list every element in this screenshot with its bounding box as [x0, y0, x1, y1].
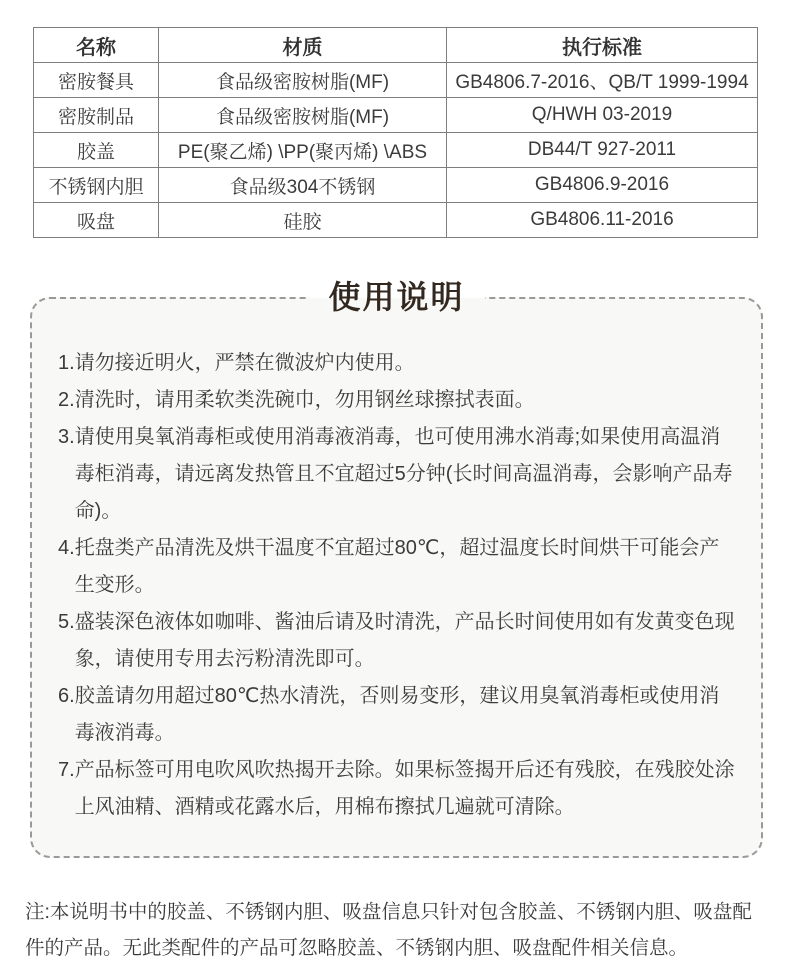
cell-standard: Q/HWH 03-2019: [447, 98, 758, 133]
cell-name: 吸盘: [34, 203, 159, 238]
instruction-number: 7.: [58, 759, 75, 781]
table-row: [34, 98, 758, 133]
instruction-text: 请使用臭氧消毒柜或使用消毒液消毒，也可使用沸水消毒;如果使用高温消毒柜消毒，请远离发热管且不宜超过5分钟(长时间高温消毒，会影响产品寿命)。: [74, 426, 733, 522]
instruction-number: 1.: [58, 352, 75, 374]
instruction-text: 盛装深色液体如咖啡、酱油后请及时清洗，产品长时间使用如有发黄变色现象，请使用专用去污粉清洗即可。: [74, 611, 735, 670]
cell-standard: DB44/T 927-2011: [447, 133, 758, 168]
instruction-item: [58, 530, 735, 604]
cell-standard: GB4806.7-2016、QB/T 1999-1994: [447, 63, 758, 98]
table-row: [34, 168, 758, 203]
instruction-number: 5.: [58, 611, 75, 633]
instruction-item: [58, 345, 735, 382]
column-header-name: 名称: [34, 28, 159, 63]
instruction-item: [58, 382, 735, 419]
cell-name: 密胺制品: [34, 98, 159, 133]
usage-instructions-box: [30, 297, 763, 858]
table-row: [34, 63, 758, 98]
instruction-number: 3.: [58, 426, 75, 448]
instruction-number: 4.: [58, 537, 75, 559]
cell-material: 硅胶: [159, 203, 447, 238]
table-row: [34, 203, 758, 238]
instruction-text: 清洗时，请用柔软类洗碗巾，勿用钢丝球擦拭表面。: [74, 389, 535, 411]
instruction-item: [58, 419, 735, 530]
section-title: 使用说明: [308, 275, 484, 319]
table-row: [34, 133, 758, 168]
cell-name: 不锈钢内胆: [34, 168, 159, 203]
instruction-item: [58, 752, 735, 826]
usage-instructions-section: [30, 275, 763, 858]
cell-material: 食品级304不锈钢: [159, 168, 447, 203]
materials-table: [33, 27, 758, 238]
instruction-item: [58, 604, 735, 678]
instruction-text: 请勿接近明火，严禁在微波炉内使用。: [74, 352, 415, 374]
footnote: 注:本说明书中的胶盖、不锈钢内胆、吸盘信息只针对包含胶盖、不锈钢内胆、吸盘配件的产品。无此类配件的产品可忽略胶盖、不锈钢内胆、吸盘配件相关信息。: [25, 901, 752, 959]
cell-material: PE(聚乙烯) \PP(聚丙烯) \ABS: [159, 133, 447, 168]
instruction-text: 产品标签可用电吹风吹热揭开去除。如果标签揭开后还有残胶，在残胶处涂上风油精、酒精或花露水后，用棉布擦拭几遍就可清除。: [74, 759, 735, 818]
instruction-text: 托盘类产品清洗及烘干温度不宜超过80℃，超过温度长时间烘干可能会产生变形。: [74, 537, 720, 596]
instruction-item: [58, 678, 735, 752]
instruction-text: 胶盖请勿用超过80℃热水清洗，否则易变形，建议用臭氧消毒柜或使用消毒液消毒。: [74, 685, 720, 744]
cell-material: 食品级密胺树脂(MF): [159, 98, 447, 133]
cell-standard: GB4806.11-2016: [447, 203, 758, 238]
cell-material: 食品级密胺树脂(MF): [159, 63, 447, 98]
cell-name: 密胺餐具: [34, 63, 159, 98]
instruction-number: 6.: [58, 685, 75, 707]
column-header-standard: 执行标准: [447, 28, 758, 63]
column-header-material: 材质: [159, 28, 447, 63]
table-header-row: [34, 28, 758, 63]
cell-name: 胶盖: [34, 133, 159, 168]
cell-standard: GB4806.9-2016: [447, 168, 758, 203]
instruction-number: 2.: [58, 389, 75, 411]
